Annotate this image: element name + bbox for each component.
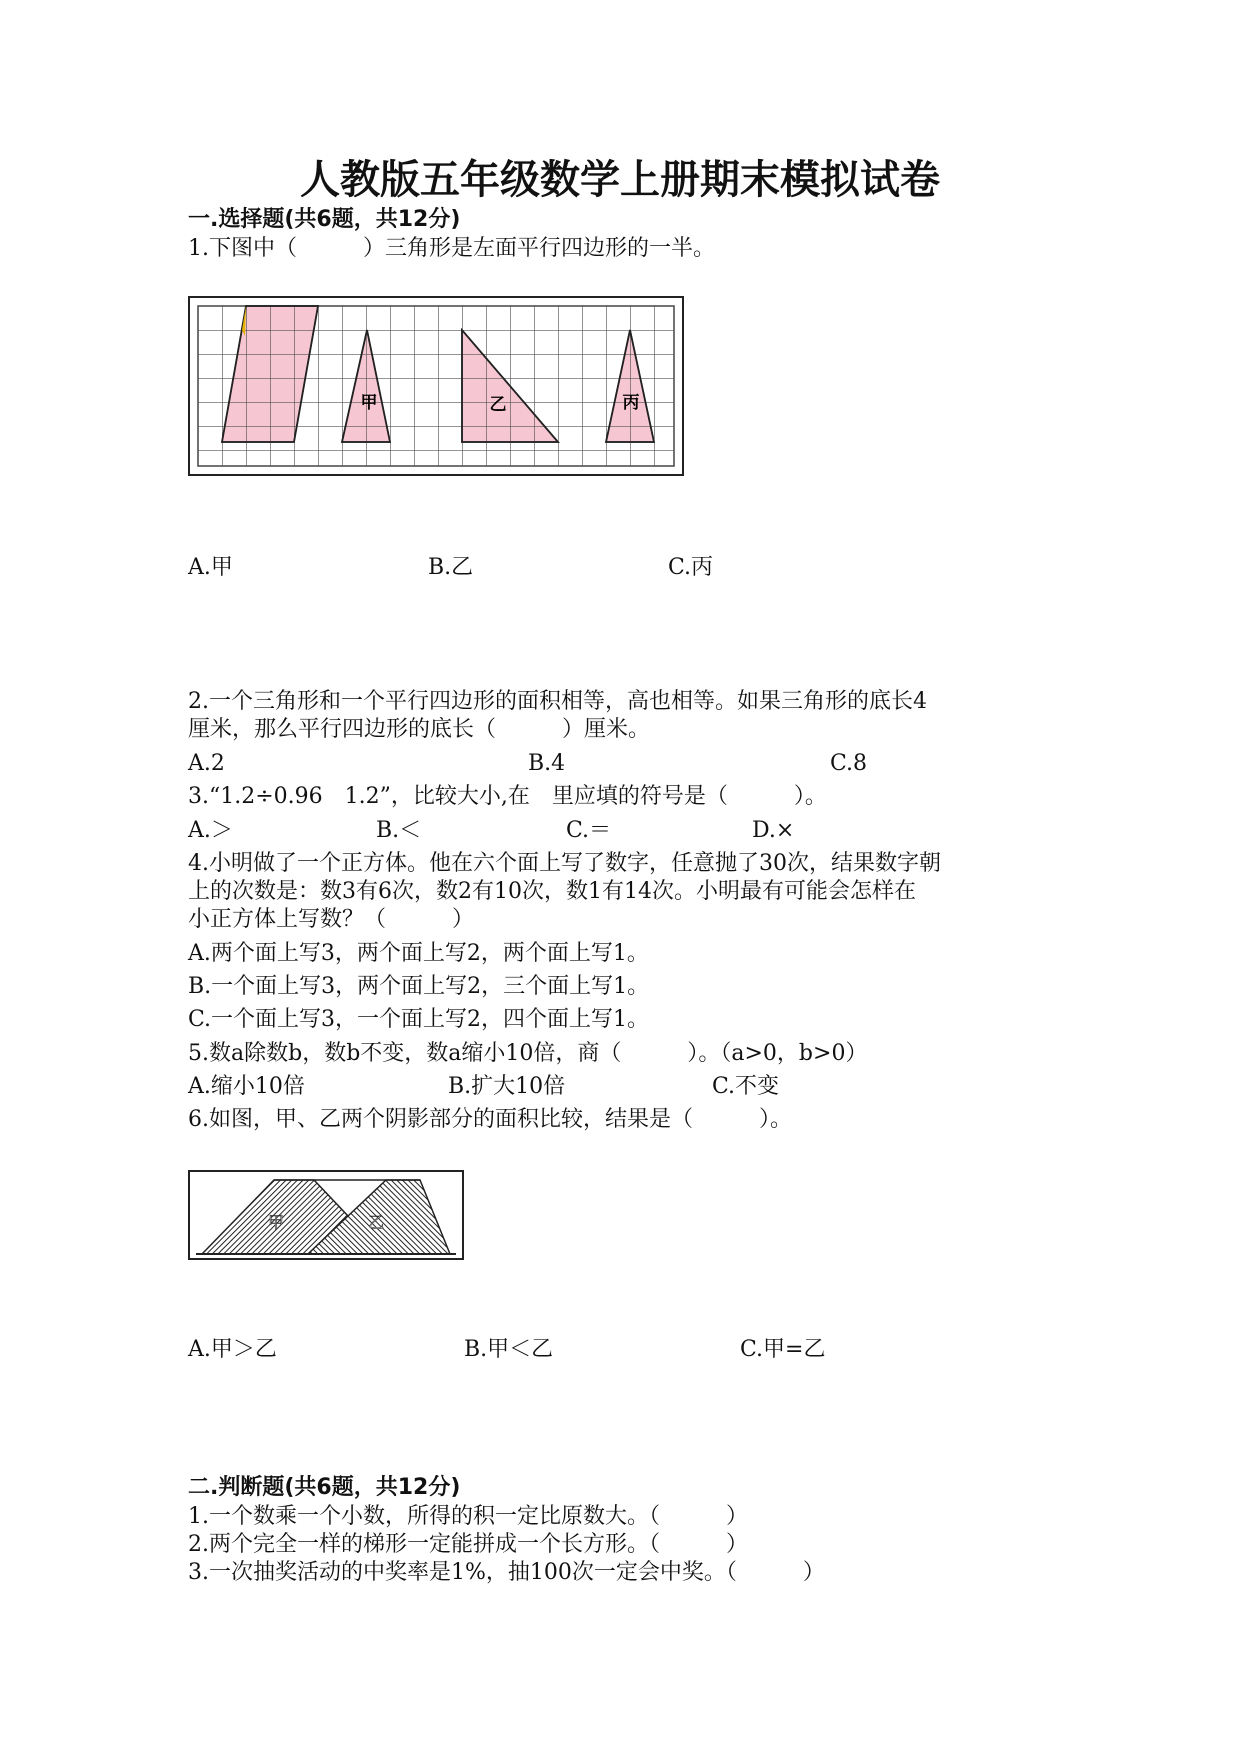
judgement-item-1: 1.一个数乘一个小数，所得的积一定比原数大。（ ） — [188, 1504, 748, 1529]
figure-label-yi: 乙 — [489, 395, 507, 415]
section-heading-judgement: 二.判断题(共6题，共12分) — [188, 1475, 461, 1500]
question-2-stem-line-1: 2.一个三角形和一个平行四边形的面积相等，高也相等。如果三角形的底长4 — [188, 689, 927, 714]
q1-grid-figure — [188, 296, 684, 476]
q2-option-a: A.2 — [188, 751, 225, 776]
q5-option-c: C.不变 — [712, 1074, 780, 1099]
figure-label-jia-q6: 甲 — [267, 1213, 285, 1232]
judgement-item-3: 3.一次抽奖活动的中奖率是1%，抽100次一定会中奖。（ ） — [188, 1560, 825, 1585]
figure-label-jia: 甲 — [360, 393, 378, 413]
question-4-stem-line-2: 上的次数是：数3有6次，数2有10次，数1有14次。小明最有可能会怎样在 — [188, 879, 916, 904]
q6-option-b: B.甲＜乙 — [464, 1337, 554, 1362]
section-heading-choice: 一.选择题(共6题，共12分) — [188, 207, 461, 232]
question-5-stem: 5.数a除数b，数b不变，数a缩小10倍，商（ ）。（a>0，b>0） — [188, 1041, 868, 1066]
page-title: 人教版五年级数学上册期末模拟试卷 — [300, 157, 940, 203]
q4-option-c: C.一个面上写3，一个面上写2，四个面上写1。 — [188, 1007, 650, 1032]
figure-label-bing: 丙 — [622, 393, 640, 413]
q4-option-b: B.一个面上写3，两个面上写2，三个面上写1。 — [188, 974, 650, 999]
q3-option-a: A.＞ — [188, 818, 233, 843]
q1-option-a: A.甲 — [188, 555, 233, 580]
q3-option-d: D.× — [752, 818, 795, 843]
q4-option-a: A.两个面上写3，两个面上写2，两个面上写1。 — [188, 941, 649, 966]
question-2-stem-line-2: 厘米，那么平行四边形的底长（ ）厘米。 — [188, 717, 651, 742]
q6-shaded-figure — [188, 1170, 464, 1262]
question-4-stem-line-1: 4.小明做了一个正方体。他在六个面上写了数字，任意抛了30次，结果数字朝 — [188, 851, 941, 876]
q3-option-b: B.＜ — [376, 818, 422, 843]
figure-label-yi-q6: 乙 — [367, 1213, 385, 1232]
judgement-item-2: 2.两个完全一样的梯形一定能拼成一个长方形。（ ） — [188, 1532, 748, 1557]
question-4-stem-line-3: 小正方体上写数？（ ） — [188, 907, 475, 932]
question-6-stem: 6.如图，甲、乙两个阴影部分的面积比较，结果是（ ）。 — [188, 1107, 792, 1132]
q3-option-c: C.＝ — [566, 818, 612, 843]
q2-option-b: B.4 — [528, 751, 566, 776]
q5-option-b: B.扩大10倍 — [448, 1074, 566, 1099]
q5-option-a: A.缩小10倍 — [188, 1074, 305, 1099]
q6-option-c: C.甲=乙 — [740, 1337, 826, 1362]
q1-option-c: C.丙 — [668, 555, 714, 580]
q1-option-b: B.乙 — [428, 555, 474, 580]
question-3-stem: 3.“1.2÷0.96 1.2”，比较大小,在 里应填的符号是（ ）。 — [188, 784, 827, 809]
question-1-stem: 1.下图中（ ）三角形是左面平行四边形的一半。 — [188, 236, 715, 261]
q6-option-a: A.甲＞乙 — [188, 1337, 277, 1362]
q2-option-c: C.8 — [830, 751, 868, 776]
